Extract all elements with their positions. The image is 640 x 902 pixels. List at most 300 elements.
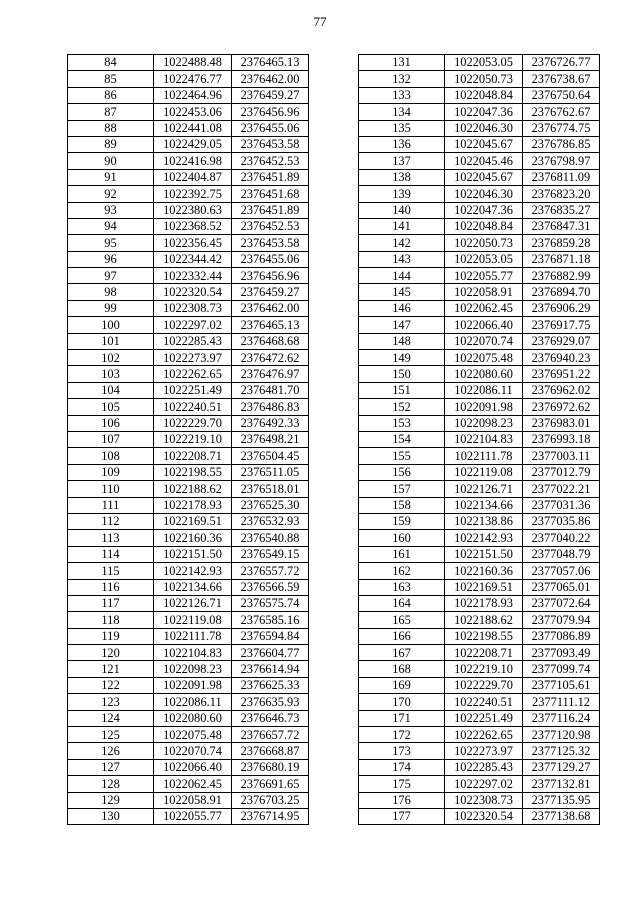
x-coordinate-cell: 1022308.73 bbox=[154, 300, 232, 316]
table-row bbox=[68, 366, 309, 382]
y-coordinate-cell: 2376462.00 bbox=[232, 71, 309, 87]
table-row bbox=[359, 366, 600, 382]
x-coordinate-cell: 1022075.48 bbox=[445, 350, 523, 366]
table-row bbox=[359, 333, 600, 349]
point-number-cell: 164 bbox=[359, 595, 445, 611]
table-row bbox=[359, 317, 600, 333]
y-coordinate-cell: 2376452.53 bbox=[232, 153, 309, 169]
y-coordinate-cell: 2377057.06 bbox=[523, 563, 600, 579]
x-coordinate-cell: 1022119.08 bbox=[154, 612, 232, 628]
y-coordinate-cell: 2376871.18 bbox=[523, 251, 600, 267]
table-row bbox=[68, 497, 309, 513]
point-number-cell: 101 bbox=[68, 333, 154, 349]
point-number-cell: 87 bbox=[68, 104, 154, 120]
point-number-cell: 138 bbox=[359, 169, 445, 185]
table-row bbox=[359, 808, 600, 824]
point-number-cell: 159 bbox=[359, 513, 445, 529]
y-coordinate-cell: 2376465.13 bbox=[232, 317, 309, 333]
point-number-cell: 152 bbox=[359, 399, 445, 415]
table-row bbox=[68, 792, 309, 808]
x-coordinate-cell: 1022048.84 bbox=[445, 218, 523, 234]
table-row bbox=[359, 218, 600, 234]
table-row bbox=[68, 251, 309, 267]
y-coordinate-cell: 2376750.64 bbox=[523, 87, 600, 103]
x-coordinate-cell: 1022219.10 bbox=[445, 661, 523, 677]
point-number-cell: 143 bbox=[359, 251, 445, 267]
y-coordinate-cell: 2376738.67 bbox=[523, 71, 600, 87]
point-number-cell: 124 bbox=[68, 710, 154, 726]
x-coordinate-cell: 1022047.36 bbox=[445, 104, 523, 120]
table-row bbox=[359, 530, 600, 546]
y-coordinate-cell: 2376518.01 bbox=[232, 481, 309, 497]
table-row bbox=[68, 448, 309, 464]
table-row bbox=[68, 415, 309, 431]
table-row bbox=[68, 382, 309, 398]
x-coordinate-cell: 1022075.48 bbox=[154, 727, 232, 743]
point-number-cell: 120 bbox=[68, 645, 154, 661]
y-coordinate-cell: 2377031.36 bbox=[523, 497, 600, 513]
table-row bbox=[359, 579, 600, 595]
x-coordinate-cell: 1022142.93 bbox=[445, 530, 523, 546]
x-coordinate-cell: 1022151.50 bbox=[154, 546, 232, 562]
y-coordinate-cell: 2377099.74 bbox=[523, 661, 600, 677]
point-number-cell: 98 bbox=[68, 284, 154, 300]
table-row bbox=[68, 120, 309, 136]
x-coordinate-cell: 1022229.70 bbox=[154, 415, 232, 431]
x-coordinate-cell: 1022488.48 bbox=[154, 55, 232, 71]
point-number-cell: 133 bbox=[359, 87, 445, 103]
y-coordinate-cell: 2376703.25 bbox=[232, 792, 309, 808]
x-coordinate-cell: 1022091.98 bbox=[154, 677, 232, 693]
y-coordinate-cell: 2377125.32 bbox=[523, 743, 600, 759]
x-coordinate-cell: 1022308.73 bbox=[445, 792, 523, 808]
point-number-cell: 169 bbox=[359, 677, 445, 693]
table-row bbox=[359, 136, 600, 152]
table-row bbox=[68, 399, 309, 415]
y-coordinate-cell: 2376451.89 bbox=[232, 169, 309, 185]
table-row bbox=[359, 268, 600, 284]
y-coordinate-cell: 2377105.61 bbox=[523, 677, 600, 693]
point-number-cell: 117 bbox=[68, 595, 154, 611]
table-row bbox=[359, 186, 600, 202]
table-row bbox=[68, 628, 309, 644]
table-row bbox=[68, 595, 309, 611]
point-number-cell: 147 bbox=[359, 317, 445, 333]
x-coordinate-cell: 1022050.73 bbox=[445, 71, 523, 87]
x-coordinate-cell: 1022476.77 bbox=[154, 71, 232, 87]
table-row bbox=[359, 431, 600, 447]
point-number-cell: 119 bbox=[68, 628, 154, 644]
y-coordinate-cell: 2376455.06 bbox=[232, 120, 309, 136]
x-coordinate-cell: 1022178.93 bbox=[154, 497, 232, 513]
x-coordinate-cell: 1022464.96 bbox=[154, 87, 232, 103]
y-coordinate-cell: 2376455.06 bbox=[232, 251, 309, 267]
point-number-cell: 115 bbox=[68, 563, 154, 579]
x-coordinate-cell: 1022416.98 bbox=[154, 153, 232, 169]
x-coordinate-cell: 1022098.23 bbox=[154, 661, 232, 677]
x-coordinate-cell: 1022134.66 bbox=[445, 497, 523, 513]
x-coordinate-cell: 1022047.36 bbox=[445, 202, 523, 218]
x-coordinate-cell: 1022134.66 bbox=[154, 579, 232, 595]
y-coordinate-cell: 2377093.49 bbox=[523, 645, 600, 661]
y-coordinate-cell: 2377040.22 bbox=[523, 530, 600, 546]
table-row bbox=[359, 104, 600, 120]
x-coordinate-cell: 1022262.65 bbox=[445, 727, 523, 743]
point-number-cell: 121 bbox=[68, 661, 154, 677]
point-number-cell: 91 bbox=[68, 169, 154, 185]
y-coordinate-cell: 2376811.09 bbox=[523, 169, 600, 185]
table-row bbox=[68, 136, 309, 152]
y-coordinate-cell: 2376453.58 bbox=[232, 136, 309, 152]
y-coordinate-cell: 2376511.05 bbox=[232, 464, 309, 480]
table-row bbox=[359, 464, 600, 480]
point-number-cell: 125 bbox=[68, 727, 154, 743]
x-coordinate-cell: 1022111.78 bbox=[445, 448, 523, 464]
x-coordinate-cell: 1022048.84 bbox=[445, 87, 523, 103]
point-number-cell: 174 bbox=[359, 759, 445, 775]
x-coordinate-cell: 1022208.71 bbox=[154, 448, 232, 464]
y-coordinate-cell: 2376906.29 bbox=[523, 300, 600, 316]
point-number-cell: 173 bbox=[359, 743, 445, 759]
x-coordinate-cell: 1022098.23 bbox=[445, 415, 523, 431]
x-coordinate-cell: 1022297.02 bbox=[154, 317, 232, 333]
y-coordinate-cell: 2377135.95 bbox=[523, 792, 600, 808]
point-number-cell: 165 bbox=[359, 612, 445, 628]
y-coordinate-cell: 2376894.70 bbox=[523, 284, 600, 300]
table-row bbox=[68, 268, 309, 284]
y-coordinate-cell: 2377111.12 bbox=[523, 694, 600, 710]
y-coordinate-cell: 2376714.95 bbox=[232, 808, 309, 824]
point-number-cell: 136 bbox=[359, 136, 445, 152]
point-number-cell: 162 bbox=[359, 563, 445, 579]
point-number-cell: 118 bbox=[68, 612, 154, 628]
point-number-cell: 85 bbox=[68, 71, 154, 87]
x-coordinate-cell: 1022229.70 bbox=[445, 677, 523, 693]
point-number-cell: 107 bbox=[68, 431, 154, 447]
point-number-cell: 171 bbox=[359, 710, 445, 726]
point-number-cell: 139 bbox=[359, 186, 445, 202]
point-number-cell: 161 bbox=[359, 546, 445, 562]
x-coordinate-cell: 1022104.83 bbox=[445, 431, 523, 447]
table-row bbox=[359, 120, 600, 136]
x-coordinate-cell: 1022273.97 bbox=[154, 350, 232, 366]
table-body bbox=[68, 55, 309, 825]
table-row bbox=[359, 284, 600, 300]
page-number: 77 bbox=[313, 14, 327, 29]
y-coordinate-cell: 2376472.62 bbox=[232, 350, 309, 366]
y-coordinate-cell: 2376604.77 bbox=[232, 645, 309, 661]
point-number-cell: 175 bbox=[359, 776, 445, 792]
point-number-cell: 116 bbox=[68, 579, 154, 595]
point-number-cell: 100 bbox=[68, 317, 154, 333]
x-coordinate-cell: 1022066.40 bbox=[154, 759, 232, 775]
x-coordinate-cell: 1022285.43 bbox=[154, 333, 232, 349]
table-row bbox=[68, 87, 309, 103]
y-coordinate-cell: 2377022.21 bbox=[523, 481, 600, 497]
x-coordinate-cell: 1022208.71 bbox=[445, 645, 523, 661]
table-row bbox=[359, 448, 600, 464]
table-row bbox=[68, 317, 309, 333]
point-number-cell: 154 bbox=[359, 431, 445, 447]
point-number-cell: 176 bbox=[359, 792, 445, 808]
x-coordinate-cell: 1022297.02 bbox=[445, 776, 523, 792]
point-number-cell: 137 bbox=[359, 153, 445, 169]
x-coordinate-cell: 1022453.06 bbox=[154, 104, 232, 120]
table-row bbox=[68, 481, 309, 497]
table-row bbox=[359, 645, 600, 661]
table-row bbox=[359, 415, 600, 431]
point-number-cell: 135 bbox=[359, 120, 445, 136]
table-row bbox=[68, 661, 309, 677]
y-coordinate-cell: 2377003.11 bbox=[523, 448, 600, 464]
y-coordinate-cell: 2376859.28 bbox=[523, 235, 600, 251]
point-number-cell: 108 bbox=[68, 448, 154, 464]
table-row bbox=[68, 300, 309, 316]
y-coordinate-cell: 2376951.22 bbox=[523, 366, 600, 382]
table-row bbox=[359, 513, 600, 529]
x-coordinate-cell: 1022285.43 bbox=[445, 759, 523, 775]
table-row bbox=[68, 776, 309, 792]
y-coordinate-cell: 2376635.93 bbox=[232, 694, 309, 710]
x-coordinate-cell: 1022086.11 bbox=[154, 694, 232, 710]
y-coordinate-cell: 2376468.68 bbox=[232, 333, 309, 349]
table-row bbox=[359, 792, 600, 808]
table-row bbox=[68, 104, 309, 120]
point-number-cell: 158 bbox=[359, 497, 445, 513]
x-coordinate-cell: 1022126.71 bbox=[445, 481, 523, 497]
table-row bbox=[359, 563, 600, 579]
table-row bbox=[68, 350, 309, 366]
x-coordinate-cell: 1022169.51 bbox=[154, 513, 232, 529]
y-coordinate-cell: 2376532.93 bbox=[232, 513, 309, 529]
y-coordinate-cell: 2376451.68 bbox=[232, 186, 309, 202]
x-coordinate-cell: 1022273.97 bbox=[445, 743, 523, 759]
x-coordinate-cell: 1022046.30 bbox=[445, 186, 523, 202]
x-coordinate-cell: 1022055.77 bbox=[445, 268, 523, 284]
point-number-cell: 134 bbox=[359, 104, 445, 120]
point-number-cell: 150 bbox=[359, 366, 445, 382]
y-coordinate-cell: 2376476.97 bbox=[232, 366, 309, 382]
table-row bbox=[359, 87, 600, 103]
y-coordinate-cell: 2376486.83 bbox=[232, 399, 309, 415]
point-number-cell: 88 bbox=[68, 120, 154, 136]
y-coordinate-cell: 2376691.65 bbox=[232, 776, 309, 792]
x-coordinate-cell: 1022053.05 bbox=[445, 55, 523, 71]
point-number-cell: 94 bbox=[68, 218, 154, 234]
x-coordinate-cell: 1022160.36 bbox=[445, 563, 523, 579]
coordinate-table-left bbox=[67, 54, 309, 825]
x-coordinate-cell: 1022111.78 bbox=[154, 628, 232, 644]
table-row bbox=[359, 727, 600, 743]
table-row bbox=[68, 153, 309, 169]
x-coordinate-cell: 1022045.67 bbox=[445, 136, 523, 152]
table-row bbox=[68, 464, 309, 480]
table-row bbox=[68, 563, 309, 579]
y-coordinate-cell: 2376594.84 bbox=[232, 628, 309, 644]
table-row bbox=[359, 497, 600, 513]
table-row bbox=[359, 202, 600, 218]
table-row bbox=[68, 743, 309, 759]
x-coordinate-cell: 1022198.55 bbox=[154, 464, 232, 480]
y-coordinate-cell: 2376625.33 bbox=[232, 677, 309, 693]
point-number-cell: 109 bbox=[68, 464, 154, 480]
table-row bbox=[68, 612, 309, 628]
x-coordinate-cell: 1022046.30 bbox=[445, 120, 523, 136]
y-coordinate-cell: 2376940.23 bbox=[523, 350, 600, 366]
point-number-cell: 86 bbox=[68, 87, 154, 103]
x-coordinate-cell: 1022066.40 bbox=[445, 317, 523, 333]
point-number-cell: 163 bbox=[359, 579, 445, 595]
x-coordinate-cell: 1022058.91 bbox=[445, 284, 523, 300]
y-coordinate-cell: 2376657.72 bbox=[232, 727, 309, 743]
table-row bbox=[359, 546, 600, 562]
x-coordinate-cell: 1022062.45 bbox=[445, 300, 523, 316]
table-row bbox=[68, 431, 309, 447]
x-coordinate-cell: 1022062.45 bbox=[154, 776, 232, 792]
table-row bbox=[68, 694, 309, 710]
y-coordinate-cell: 2377065.01 bbox=[523, 579, 600, 595]
point-number-cell: 105 bbox=[68, 399, 154, 415]
point-number-cell: 89 bbox=[68, 136, 154, 152]
y-coordinate-cell: 2376549.15 bbox=[232, 546, 309, 562]
x-coordinate-cell: 1022368.52 bbox=[154, 218, 232, 234]
y-coordinate-cell: 2377129.27 bbox=[523, 759, 600, 775]
table-row bbox=[68, 169, 309, 185]
table-row bbox=[359, 399, 600, 415]
point-number-cell: 111 bbox=[68, 497, 154, 513]
y-coordinate-cell: 2376972.62 bbox=[523, 399, 600, 415]
table-row bbox=[68, 71, 309, 87]
x-coordinate-cell: 1022050.73 bbox=[445, 235, 523, 251]
table-row bbox=[359, 71, 600, 87]
y-coordinate-cell: 2376929.07 bbox=[523, 333, 600, 349]
point-number-cell: 90 bbox=[68, 153, 154, 169]
y-coordinate-cell: 2376680.19 bbox=[232, 759, 309, 775]
y-coordinate-cell: 2376917.75 bbox=[523, 317, 600, 333]
point-number-cell: 170 bbox=[359, 694, 445, 710]
y-coordinate-cell: 2376459.27 bbox=[232, 87, 309, 103]
y-coordinate-cell: 2376882.99 bbox=[523, 268, 600, 284]
table-row bbox=[359, 235, 600, 251]
x-coordinate-cell: 1022429.05 bbox=[154, 136, 232, 152]
point-number-cell: 130 bbox=[68, 808, 154, 824]
table-row bbox=[68, 710, 309, 726]
point-number-cell: 145 bbox=[359, 284, 445, 300]
table-row bbox=[68, 677, 309, 693]
coordinate-table-right bbox=[358, 54, 600, 825]
x-coordinate-cell: 1022055.77 bbox=[154, 808, 232, 824]
table-row bbox=[359, 661, 600, 677]
point-number-cell: 166 bbox=[359, 628, 445, 644]
table-row bbox=[359, 612, 600, 628]
point-number-cell: 157 bbox=[359, 481, 445, 497]
point-number-cell: 160 bbox=[359, 530, 445, 546]
y-coordinate-cell: 2377120.98 bbox=[523, 727, 600, 743]
point-number-cell: 96 bbox=[68, 251, 154, 267]
y-coordinate-cell: 2376462.00 bbox=[232, 300, 309, 316]
point-number-cell: 112 bbox=[68, 513, 154, 529]
x-coordinate-cell: 1022262.65 bbox=[154, 366, 232, 382]
y-coordinate-cell: 2376646.73 bbox=[232, 710, 309, 726]
y-coordinate-cell: 2376452.53 bbox=[232, 218, 309, 234]
y-coordinate-cell: 2376481.70 bbox=[232, 382, 309, 398]
table-row bbox=[68, 202, 309, 218]
point-number-cell: 140 bbox=[359, 202, 445, 218]
y-coordinate-cell: 2377048.79 bbox=[523, 546, 600, 562]
table-row bbox=[68, 759, 309, 775]
x-coordinate-cell: 1022053.05 bbox=[445, 251, 523, 267]
x-coordinate-cell: 1022320.54 bbox=[445, 808, 523, 824]
point-number-cell: 155 bbox=[359, 448, 445, 464]
y-coordinate-cell: 2376453.58 bbox=[232, 235, 309, 251]
y-coordinate-cell: 2376465.13 bbox=[232, 55, 309, 71]
point-number-cell: 122 bbox=[68, 677, 154, 693]
x-coordinate-cell: 1022070.74 bbox=[445, 333, 523, 349]
x-coordinate-cell: 1022080.60 bbox=[445, 366, 523, 382]
point-number-cell: 132 bbox=[359, 71, 445, 87]
y-coordinate-cell: 2376798.97 bbox=[523, 153, 600, 169]
table-row bbox=[359, 153, 600, 169]
y-coordinate-cell: 2376456.96 bbox=[232, 104, 309, 120]
x-coordinate-cell: 1022045.67 bbox=[445, 169, 523, 185]
table-row bbox=[359, 628, 600, 644]
point-number-cell: 127 bbox=[68, 759, 154, 775]
table-row bbox=[68, 186, 309, 202]
point-number-cell: 123 bbox=[68, 694, 154, 710]
x-coordinate-cell: 1022160.36 bbox=[154, 530, 232, 546]
y-coordinate-cell: 2376451.89 bbox=[232, 202, 309, 218]
point-number-cell: 126 bbox=[68, 743, 154, 759]
x-coordinate-cell: 1022126.71 bbox=[154, 595, 232, 611]
table-row bbox=[359, 595, 600, 611]
y-coordinate-cell: 2376540.88 bbox=[232, 530, 309, 546]
table-row bbox=[359, 677, 600, 693]
point-number-cell: 128 bbox=[68, 776, 154, 792]
point-number-cell: 151 bbox=[359, 382, 445, 398]
point-number-cell: 110 bbox=[68, 481, 154, 497]
y-coordinate-cell: 2376762.67 bbox=[523, 104, 600, 120]
point-number-cell: 129 bbox=[68, 792, 154, 808]
point-number-cell: 177 bbox=[359, 808, 445, 824]
y-coordinate-cell: 2376962.02 bbox=[523, 382, 600, 398]
point-number-cell: 104 bbox=[68, 382, 154, 398]
y-coordinate-cell: 2376786.85 bbox=[523, 136, 600, 152]
point-number-cell: 99 bbox=[68, 300, 154, 316]
x-coordinate-cell: 1022045.46 bbox=[445, 153, 523, 169]
y-coordinate-cell: 2376459.27 bbox=[232, 284, 309, 300]
x-coordinate-cell: 1022104.83 bbox=[154, 645, 232, 661]
x-coordinate-cell: 1022138.86 bbox=[445, 513, 523, 529]
x-coordinate-cell: 1022219.10 bbox=[154, 431, 232, 447]
x-coordinate-cell: 1022080.60 bbox=[154, 710, 232, 726]
table-row bbox=[68, 530, 309, 546]
point-number-cell: 172 bbox=[359, 727, 445, 743]
y-coordinate-cell: 2376823.20 bbox=[523, 186, 600, 202]
x-coordinate-cell: 1022251.49 bbox=[154, 382, 232, 398]
point-number-cell: 144 bbox=[359, 268, 445, 284]
point-number-cell: 93 bbox=[68, 202, 154, 218]
y-coordinate-cell: 2376498.21 bbox=[232, 431, 309, 447]
y-coordinate-cell: 2376835.27 bbox=[523, 202, 600, 218]
y-coordinate-cell: 2377012.79 bbox=[523, 464, 600, 480]
point-number-cell: 131 bbox=[359, 55, 445, 71]
table-row bbox=[359, 759, 600, 775]
x-coordinate-cell: 1022178.93 bbox=[445, 595, 523, 611]
x-coordinate-cell: 1022151.50 bbox=[445, 546, 523, 562]
point-number-cell: 153 bbox=[359, 415, 445, 431]
table-body bbox=[359, 55, 600, 825]
y-coordinate-cell: 2376774.75 bbox=[523, 120, 600, 136]
